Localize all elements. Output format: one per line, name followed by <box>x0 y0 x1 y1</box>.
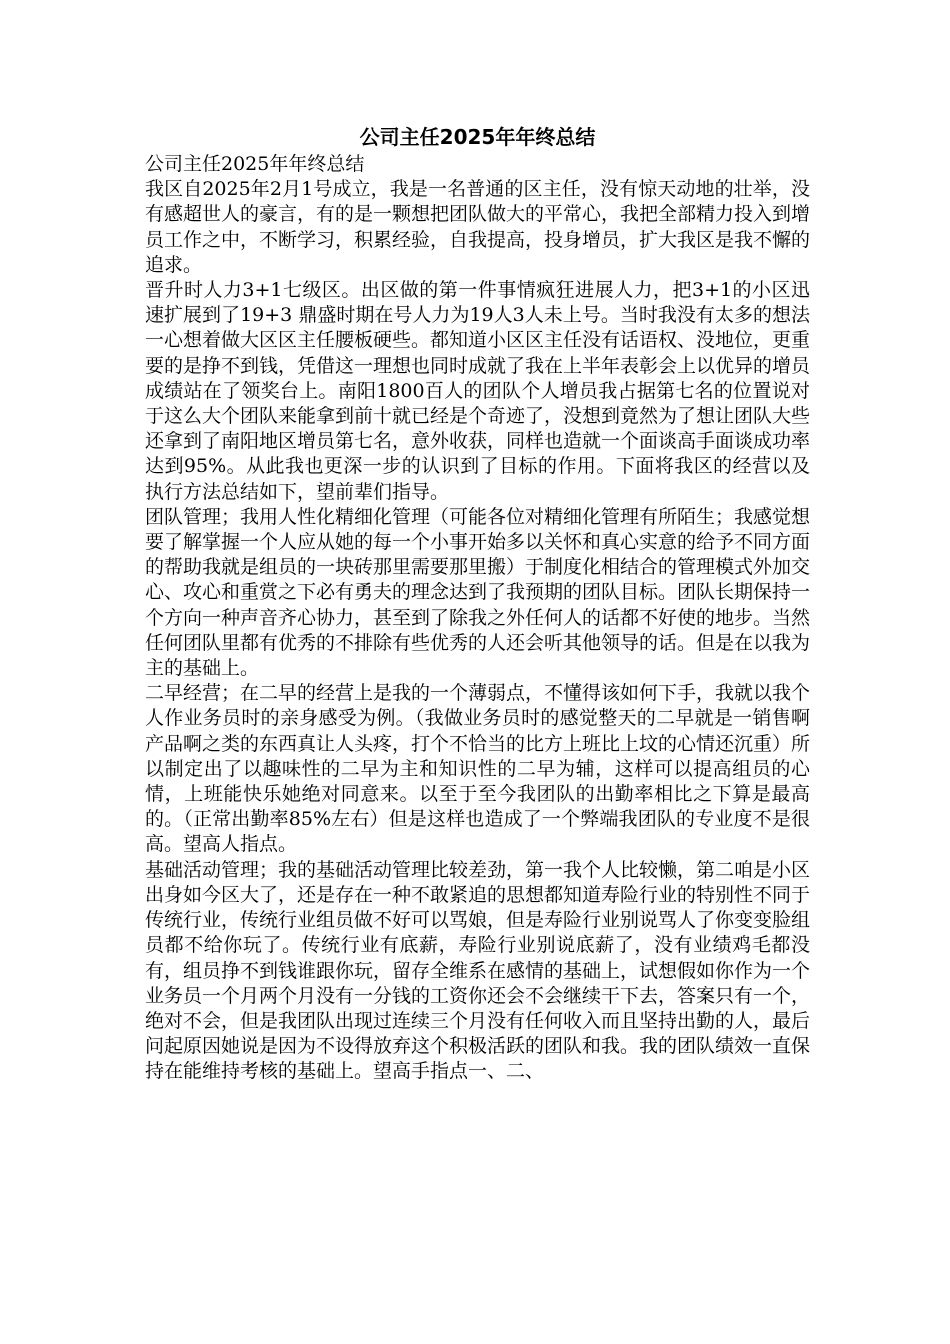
subtitle-paragraph: 公司主任2025年年终总结 <box>145 153 365 175</box>
document-title: 公司主任2025年年终总结 <box>359 125 596 149</box>
team-management-paragraph: 团队管理；我用人性化精细化管理（可能各位对精细化管理有所陌生；我感觉想要了解掌握一个人应从她的每一个小事开始多以关怀和真心实意的给予不同方面的帮助我就是组员的一块砖那里需要那里搬）于制度化相结合的管理模式外加交心、攻心和重赏之下必有勇夫的理念达到了我预期的团队目标。团队长期保持一个方向一种声音齐心协力，甚至到了除我之外任何人的话都不好使的地步。当然任何团队里都有优秀的不排除有些优秀的人还会听其他领导的话。但是在以我为主的基础上。 <box>145 505 811 680</box>
document-page <box>145 120 810 1085</box>
promotion-paragraph: 晋升时人力3+1七级区。出区做的第一件事情疯狂进展人力，把3+1的小区迅速扩展到了19+3 鼎盛时期在号人力为19人3人未上号。当时我没有太多的想法一心想着做大区区主任腰板硬些。都知道小区区主任没有话语权、没地位，更重要的是挣不到钱，凭借这一理想也同时成就了我在上半年表彰会上以优异的增员成绩站在了领奖台上。南阳1800百人的团队个人增员我占据第七名的位置说对于这么大个团队来能拿到前十就已经是个奇迹了，没想到竟然为了想让团队大些还拿到了南阳地区增员第七名，意外收获，同样也造就一个面谈高手面谈成功率达到95%。从此我也更深一步的认识到了目标的作用。下面将我区的经营以及执行方法总结如下，望前辈们指导。 <box>145 279 811 503</box>
activity-management-paragraph: 基础活动管理；我的基础活动管理比较差劲，第一我个人比较懒，第二咱是小区出身如今区大了，还是存在一种不敢紧追的思想都知道寿险行业的特别性不同于传统行业，传统行业组员做不好可以骂娘，但是寿险行业别说骂人了你变变脸组员都不给你玩了。传统行业有底薪，寿险行业别说底薪了，没有业绩鸡毛都没有，组员挣不到钱谁跟你玩，留存全维系在感情的基础上，试想假如你作为一个业务员一个月两个月没有一分钱的工资你还会不会继续干下去，答案只有一个，绝对不会，但是我团队出现过连续三个月没有任何收入而且坚持出勤的人，最后问起原因她说是因为不设得放弃这个积极活跃的团队和我。我的团队绩效一直保持在能维持考核的基础上。望高手指点一、二、 <box>145 858 811 1083</box>
morning-meeting-paragraph: 二早经营；在二早的经营上是我的一个薄弱点，不懂得该如何下手，我就以我个人作业务员时的亲身感受为例。（我做业务员时的感觉整天的二早就是一销售啊产品啊之类的东西真让人头疼，打个不恰当的比方上班比上坟的心情还沉重）所以制定出了以趣味性的二早为主和知识性的二早为辅，这样可以提高组员的心情，上班能快乐她绝对同意来。以至于至今我团队的出勤率相比之下算是最高的。（正常出勤率85%左右）但是这样也造成了一个弊端我团队的专业度不是很高。望高人指点。 <box>145 682 811 856</box>
intro-paragraph: 我区自2025年2月1号成立，我是一名普通的区主任，没有惊天动地的壮举，没有感超世人的豪言，有的是一颗想把团队做大的平常心，我把全部精力投入到增员工作之中，不断学习，积累经验，自我提高，投身增员，扩大我区是我不懈的追求。 <box>145 178 811 276</box>
